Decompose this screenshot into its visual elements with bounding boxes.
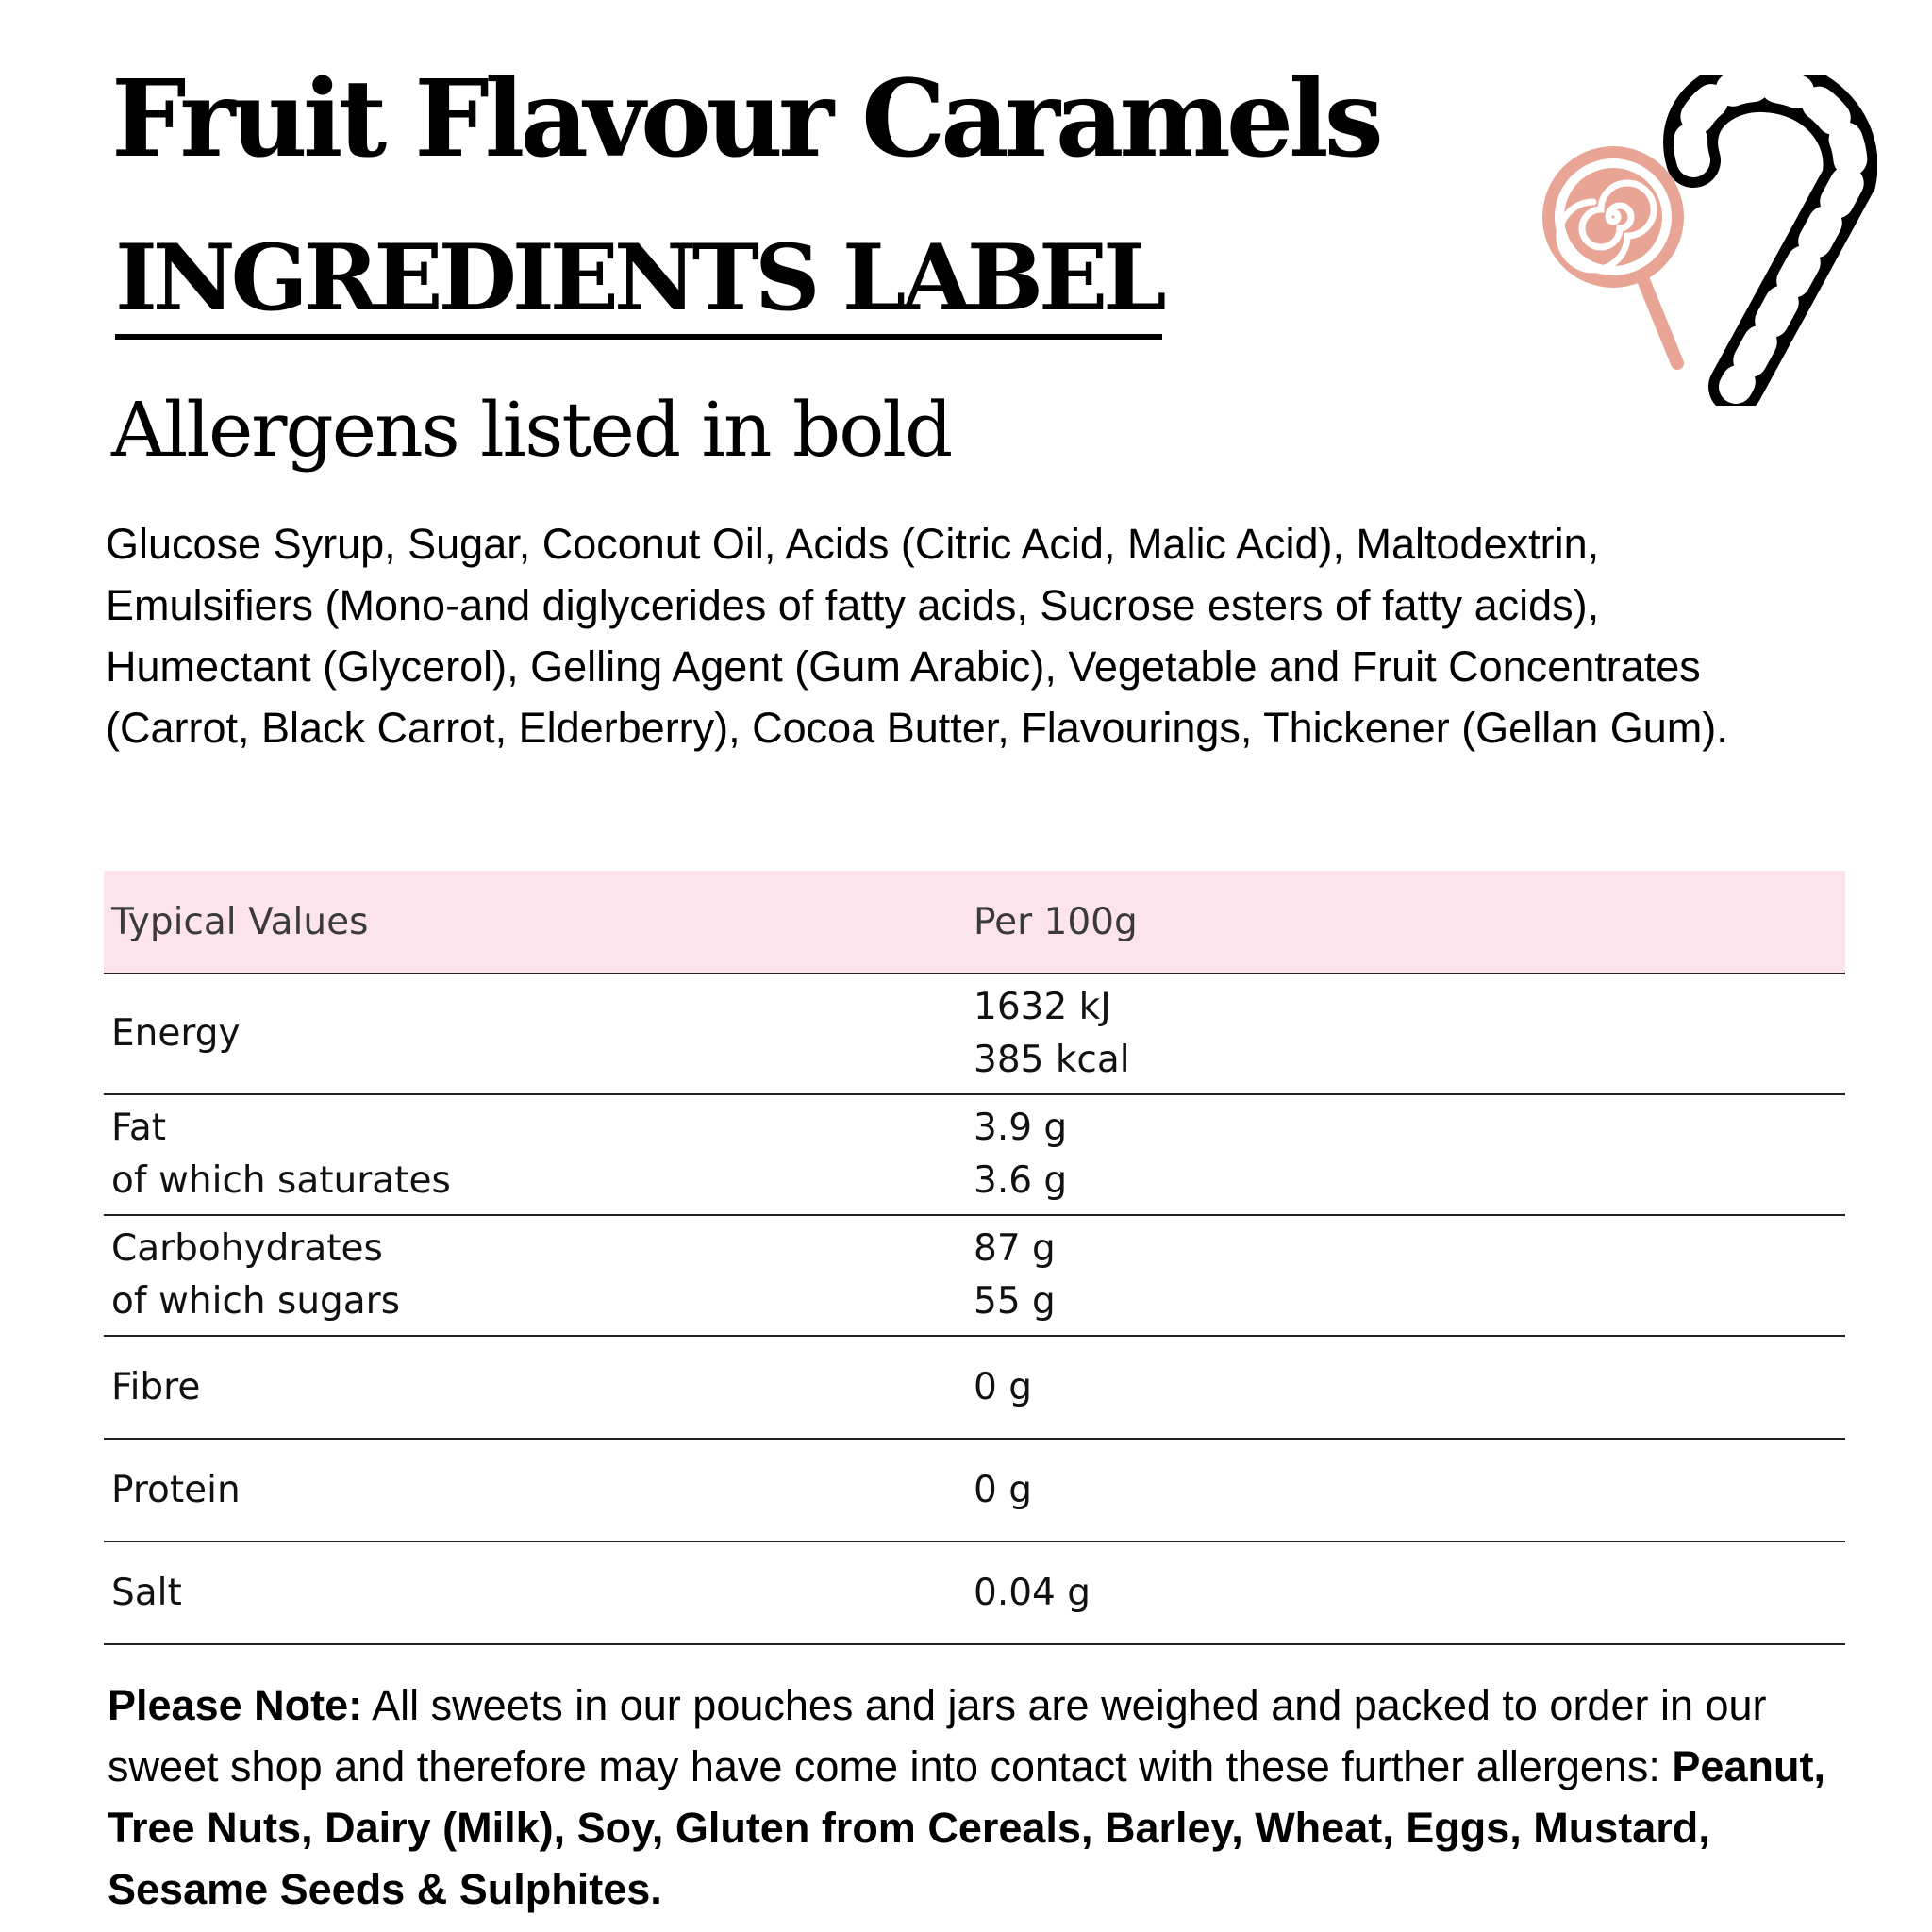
nutrient-amount: 87 g bbox=[974, 1227, 1056, 1270]
ingredients-line: (Carrot, Black Carrot, Elderberry), Cocoa Butter, Flavourings, Thickener (Gellan Gum). bbox=[106, 704, 1728, 752]
nutrient-value bbox=[974, 1541, 1845, 1644]
nutrient-subname: of which sugars bbox=[111, 1280, 401, 1323]
nutrient-value bbox=[974, 1215, 1845, 1336]
nutrient-name: Fat bbox=[111, 1107, 167, 1149]
table-row-fibre bbox=[104, 1336, 1845, 1439]
nutrient-name: Energy bbox=[111, 1012, 241, 1055]
nutrient-name: Protein bbox=[111, 1468, 241, 1511]
product-title: Fruit Flavour Caramels bbox=[111, 58, 1379, 181]
table-row-carbohydrates bbox=[104, 1215, 1845, 1336]
nutrient-label bbox=[104, 1336, 974, 1439]
nutrient-amount: 0 g bbox=[974, 1468, 1032, 1511]
nutrient-amount: 1632 kJ bbox=[974, 986, 1111, 1028]
ingredients-text bbox=[106, 513, 1898, 758]
nutrient-value bbox=[974, 1336, 1845, 1439]
nutrient-amount: 3.9 g bbox=[974, 1107, 1068, 1149]
nutrient-label bbox=[104, 974, 974, 1094]
nutrient-name: Fibre bbox=[111, 1365, 201, 1408]
nutrient-value bbox=[974, 1439, 1845, 1541]
nutrient-name: Salt bbox=[111, 1571, 182, 1614]
ingredients-label-heading: INGREDIENTS LABEL bbox=[115, 226, 1162, 340]
table-row-salt bbox=[104, 1541, 1845, 1644]
nutrition-header-row bbox=[104, 871, 1845, 974]
candy-cane-icon bbox=[1690, 85, 1850, 387]
column-header-per-100g: Per 100g bbox=[974, 871, 1845, 974]
nutrient-value bbox=[974, 1094, 1845, 1215]
further-allergens: Peanut, Tree Nuts, Dairy (Milk), Soy, Gluten from Cereals, Barley, Wheat, Eggs, Mustard, Sesame Seeds & Sulphites. bbox=[108, 1742, 1825, 1913]
nutrient-value bbox=[974, 974, 1845, 1094]
allergens-subheading: Allergens listed in bold bbox=[111, 386, 952, 474]
nutrient-amount: 0 g bbox=[974, 1365, 1032, 1408]
allergen-note bbox=[108, 1674, 1881, 1920]
ingredients-line: Humectant (Glycerol), Gelling Agent (Gum Arabic), Vegetable and Fruit Concentrates bbox=[106, 642, 1701, 691]
table-row-energy bbox=[104, 974, 1845, 1094]
ingredients-line: Emulsifiers (Mono-and diglycerides of fatty acids, Sucrose esters of fatty acids), bbox=[106, 581, 1600, 629]
nutrient-amount: 0.04 g bbox=[974, 1571, 1091, 1614]
table-row-fat bbox=[104, 1094, 1845, 1215]
column-header-typical-values: Typical Values bbox=[104, 871, 974, 974]
lollipop-icon bbox=[1542, 146, 1684, 363]
note-text: All sweets in our pouches and jars are weighed and packed to order in our sweet shop and therefore may have come into contact with these further allergens: bbox=[108, 1681, 1767, 1790]
table-row-protein bbox=[104, 1439, 1845, 1541]
nutrient-subname: of which saturates bbox=[111, 1159, 451, 1202]
nutrient-amount: 55 g bbox=[974, 1280, 1056, 1323]
nutrient-amount: 3.6 g bbox=[974, 1159, 1068, 1202]
nutrition-table bbox=[104, 871, 1845, 1645]
nutrient-label bbox=[104, 1215, 974, 1336]
nutrient-label bbox=[104, 1094, 974, 1215]
note-prefix: Please Note: bbox=[108, 1681, 363, 1729]
sweets-illustration bbox=[1538, 75, 1877, 406]
ingredients-line: Glucose Syrup, Sugar, Coconut Oil, Acids (Citric Acid, Malic Acid), Maltodextrin, bbox=[106, 520, 1600, 568]
nutrient-name: Carbohydrates bbox=[111, 1227, 383, 1270]
nutrient-label bbox=[104, 1439, 974, 1541]
nutrient-label bbox=[104, 1541, 974, 1644]
nutrient-amount: 385 kcal bbox=[974, 1039, 1130, 1081]
